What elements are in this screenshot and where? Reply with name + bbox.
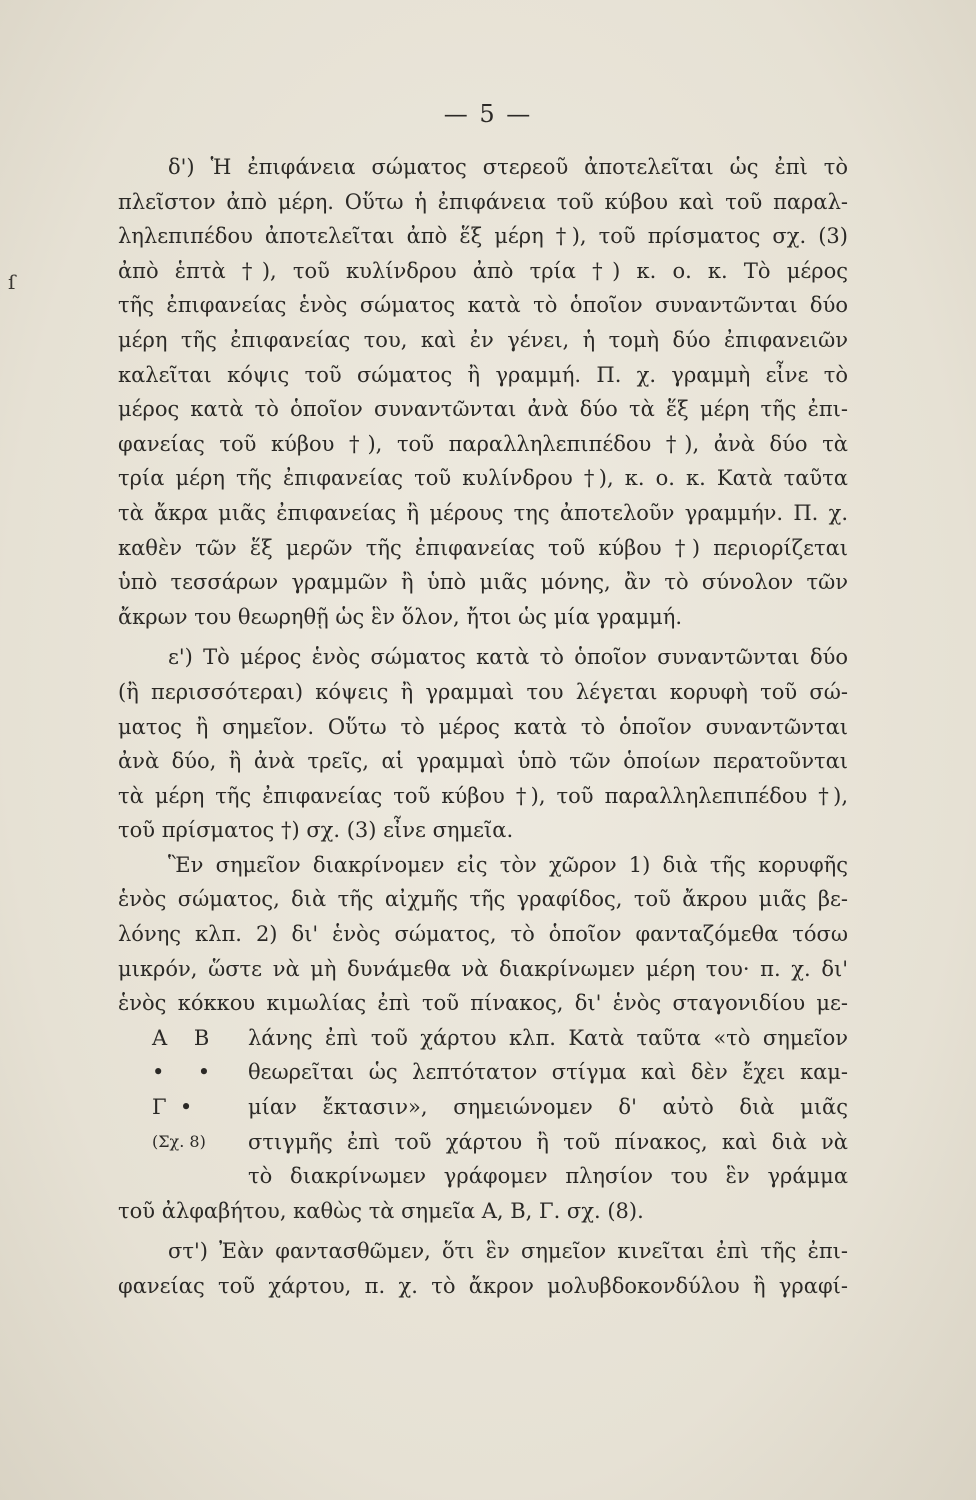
text-line: στ') Ἐὰν φαντασθῶμεν, ὅτι ἓν σημεῖον κινεῖται ἐπὶ τῆς ἐπι- <box>168 1239 848 1264</box>
text-line: πλεῖστον ἀπὸ μέρη. Οὕτω ἡ ἐπιφάνεια τοῦ κύβου καὶ τοῦ παραλ- <box>118 189 848 214</box>
figure-label: Γ • <box>152 1095 193 1120</box>
text-line: μέρη τῆς ἐπιφανείας του, καὶ ἐν γένει, ἡ τομὴ δύο ἐπιφανειῶν <box>118 327 848 352</box>
figure-label: • • <box>152 1060 211 1085</box>
text-line: λόνης κλπ. 2) δι' ἑνὸς σώματος, τὸ ὁποῖον φανταζόμεθα τόσω <box>118 922 848 947</box>
text-line: μικρόν, ὥστε νὰ μὴ δυνάμεθα νὰ διακρίνωμεν μέρη του· π. χ. δι' <box>118 956 848 981</box>
text-line: λάνης ἐπὶ τοῦ χάρτου κλπ. Κατὰ ταῦτα «τὸ σημεῖον <box>248 1025 848 1050</box>
text-line: ἑνὸς κόκκου κιμωλίας ἐπὶ τοῦ πίνακος, δι' ἑνὸς σταγονιδίου με- <box>118 991 848 1016</box>
text-line: ε') Τὸ μέρος ἑνὸς σώματος κατὰ τὸ ὁποῖον συναντῶνται δύο <box>168 645 848 670</box>
figure-row <box>118 1125 848 1160</box>
margin-mark: ſ <box>8 270 16 294</box>
text-line: Ἓν σημεῖον διακρίνομεν εἰς τὸν χῶρον 1) διὰ τῆς κορυφῆς <box>168 852 848 877</box>
text-line: φανείας τοῦ χάρτου, π. χ. τὸ ἄκρον μολυβδοκονδύλου ἢ γραφί- <box>118 1274 848 1298</box>
text-line: ὑπὸ τεσσάρων γραμμῶν ἢ ὑπὸ μιᾶς μόνης, ἂν τὸ σύνολον τῶν <box>118 570 848 595</box>
text-line: ἑνὸς σώματος, διὰ τῆς αἰχμῆς τῆς γραφίδος, τοῦ ἄκρου μιᾶς βε- <box>118 887 848 912</box>
text-line: ματος ἢ σημεῖον. Οὕτω τὸ μέρος κατὰ τὸ ὁποῖον συναντῶνται <box>118 714 848 739</box>
text-line: τῆς ἐπιφανείας ἑνὸς σώματος κατὰ τὸ ὁποῖον συναντῶνται δύο <box>118 293 848 318</box>
page-body <box>118 150 848 1304</box>
text-line: μίαν ἔκτασιν», σημειώνομεν δ' αὐτὸ διὰ μιᾶς <box>248 1095 848 1120</box>
paragraph-d <box>118 150 848 634</box>
figure-row <box>118 1159 848 1194</box>
text-line: ἄκρων του θεωρηθῇ ὡς ἓν ὅλον, ἤτοι ὡς μία γραμμή. <box>118 604 683 629</box>
text-line: καλεῖται κόψις τοῦ σώματος ἢ γραμμή. Π. χ. γραμμὴ εἶνε τὸ <box>118 362 848 387</box>
figure-caption: (Σχ. 8) <box>152 1131 206 1151</box>
text-line: τὰ μέρη τῆς ἐπιφανείας τοῦ κύβου †), τοῦ παραλληλεπιπέδου †), <box>118 783 848 808</box>
text-line: ἀνὰ δύο, ἢ ἀνὰ τρεῖς, αἱ γραμμαὶ ὑπὸ τῶν ὁποίων περατοῦνται <box>118 749 848 774</box>
text-line: (ἢ περισσότεραι) κόψεις ἢ γραμμαὶ του λέγεται κορυφὴ τοῦ σώ- <box>118 679 848 704</box>
paragraph-point <box>118 848 848 1229</box>
text-line: καθὲν τῶν ἕξ μερῶν τῆς ἐπιφανείας τοῦ κύβου †) περιορίζεται <box>118 535 848 560</box>
text-line: φανείας τοῦ κύβου †), τοῦ παραλληλεπιπέδου †), ἀνὰ δύο τὰ <box>118 431 848 456</box>
text-line: δ') Ἡ ἐπιφάνεια σώματος στερεοῦ ἀποτελεῖται ὡς ἐπὶ τὸ <box>168 155 848 179</box>
text-line: τὸ διακρίνωμεν γράφομεν πλησίον του ἓν γράμμα <box>248 1164 848 1189</box>
text-line: τρία μέρη τῆς ἐπιφανείας τοῦ κυλίνδρου †), κ. ο. κ. Κατὰ ταῦτα <box>118 466 848 491</box>
text-line: τοῦ ἀλφαβήτου, καθὼς τὰ σημεῖα Α, Β, Γ. σχ. (8). <box>118 1198 644 1223</box>
paragraph-st <box>118 1234 848 1303</box>
figure-label <box>118 1159 248 1194</box>
text-line: θεωρεῖται ὡς λεπτότατον στίγμα καὶ δὲν ἔχει καμ- <box>248 1060 848 1085</box>
page-number: — 5 — <box>443 100 533 128</box>
figure-row <box>118 1021 848 1056</box>
text-line: ληλεπιπέδου ἀποτελεῖται ἀπὸ ἕξ μέρη †), τοῦ πρίσματος σχ. (3) <box>118 224 848 249</box>
text-line: στιγμῆς ἐπὶ τοῦ χάρτου ἢ τοῦ πίνακος, καὶ διὰ νὰ <box>248 1129 848 1154</box>
paragraph-e <box>118 640 848 848</box>
text-line: τοῦ πρίσματος †) σχ. (3) εἶνε σημεῖα. <box>118 818 514 843</box>
figure-row <box>118 1055 848 1090</box>
text-line: ἀπὸ ἑπτὰ †), τοῦ κυλίνδρου ἀπὸ τρία †) κ. ο. κ. Τὸ μέρος <box>118 258 848 283</box>
figure-row <box>118 1090 848 1125</box>
figure-label: Α Β <box>152 1025 210 1050</box>
text-line: τὰ ἄκρα μιᾶς ἐπιφανείας ἢ μέρους της ἀποτελοῦν γραμμήν. Π. χ. <box>118 500 848 525</box>
text-line: μέρος κατὰ τὸ ὁποῖον συναντῶνται ἀνὰ δύο τὰ ἕξ μέρη τῆς ἐπι- <box>118 397 848 422</box>
